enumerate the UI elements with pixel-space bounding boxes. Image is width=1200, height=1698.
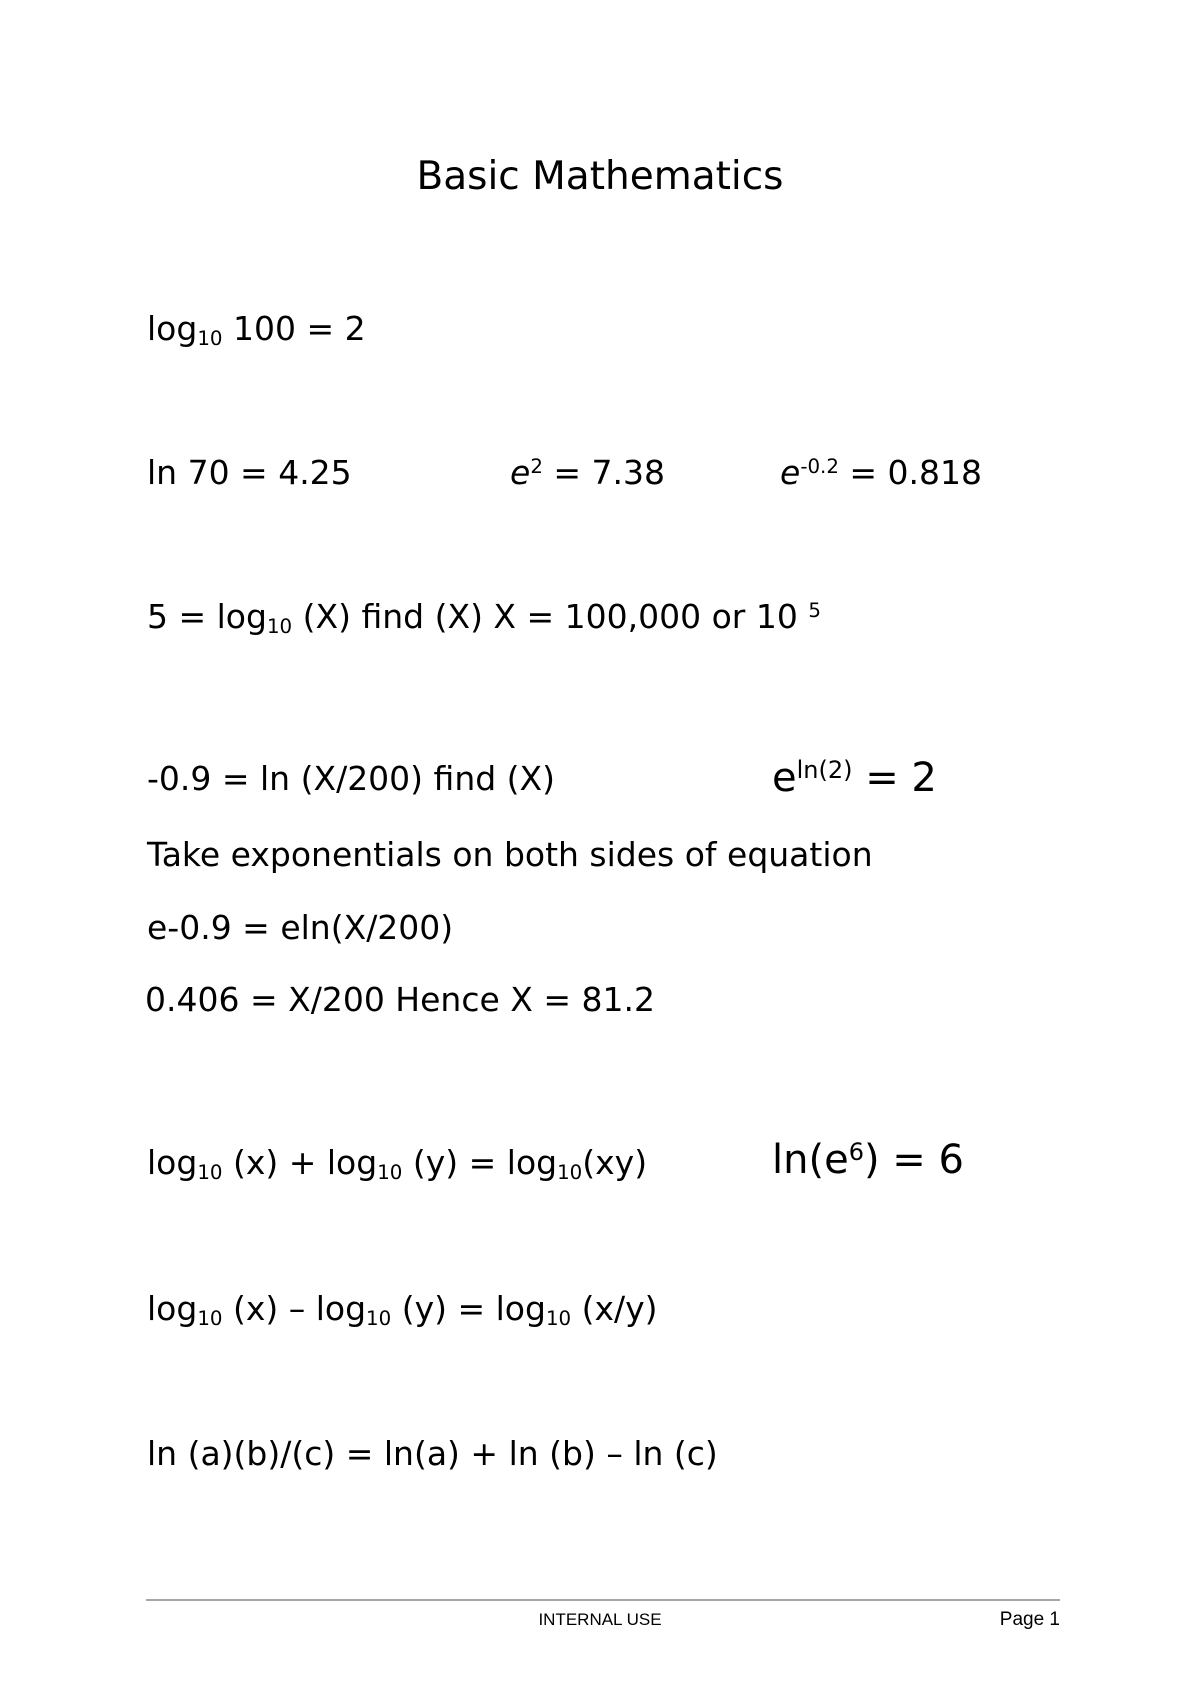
equation-find-x-ln: -0.9 = ln (X/200) find (X) (147, 759, 556, 798)
equation-ln-e6: $\ln(e^6) = 6$ (772, 1137, 964, 1183)
footer-page-number: Page 1 (999, 1609, 1060, 1630)
footer-divider (146, 1599, 1060, 1601)
equation-ln70: ln 70 = 4.25 (147, 453, 352, 492)
working-step-2: 0.406 = X/200 Hence X = 81.2 (145, 980, 655, 1019)
equation-find-x-log: $5 = \log_{10} (X)$ find (X) X = 100,000 or 10 $^5$ (147, 597, 821, 638)
equation-e-squared: $e^2 = 7.38$ (510, 453, 666, 492)
equation-ln-rule: ln (a)(b)/(c) = ln(a) + ln (b) – ln (c) (147, 1434, 718, 1473)
equation-e-ln2: $e^{ln(2)} = 2$ (772, 755, 937, 801)
footer-classification: INTERNAL USE (538, 1610, 662, 1629)
equation-log-product: $\log_{10} (x) + \log_{10} (y) = \log_{10}(xy)$ (147, 1143, 648, 1184)
equation-e-neg-0-2: $e^{-0.2} = 0.818$ (780, 453, 983, 492)
equation-log-quotient: $\log_{10} (x) - \log_{10} (y) = \log_{10} (x/y)$ (147, 1289, 658, 1330)
working-step-1: e-0.9 = eln(X/200) (147, 908, 454, 947)
equation-log100: $\log_{10} 100 = 2$ (147, 309, 366, 350)
instruction-text: Take exponentials on both sides of equation (147, 835, 873, 874)
page-title: Basic Mathematics (416, 154, 784, 199)
